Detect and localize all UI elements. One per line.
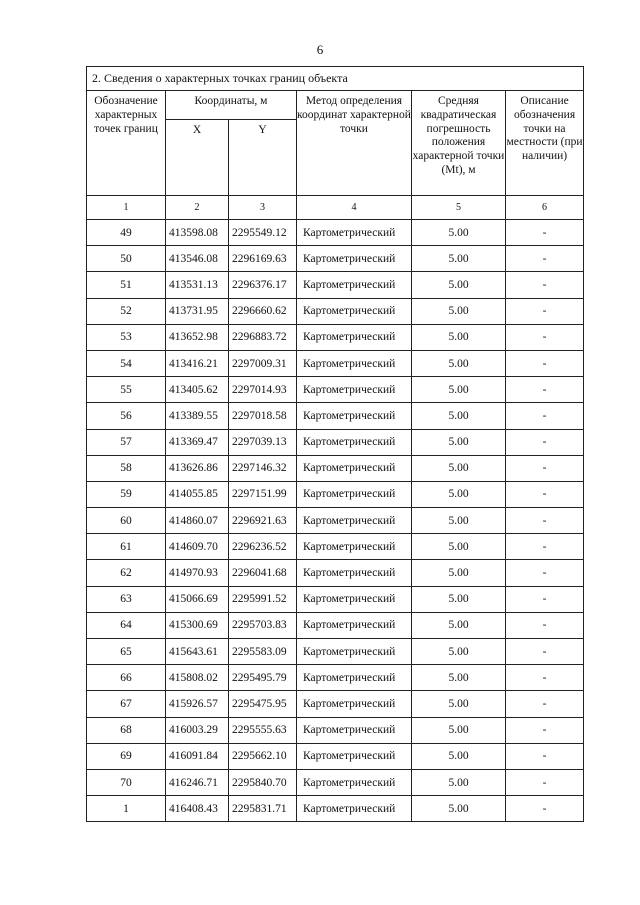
method-cell: Картометрический (297, 272, 412, 298)
y-coordinate-cell: 2295475.95 (229, 691, 297, 717)
point-number-cell: 51 (87, 272, 166, 298)
header-point-designation: Обозначение характерных точек границ (87, 91, 166, 196)
error-cell: 5.00 (412, 534, 506, 560)
error-cell: 5.00 (412, 665, 506, 691)
x-coordinate-cell: 413416.21 (166, 350, 229, 376)
column-number: 3 (229, 196, 297, 220)
table-body (87, 220, 584, 822)
point-number-cell: 62 (87, 560, 166, 586)
error-cell: 5.00 (412, 272, 506, 298)
column-number: 5 (412, 196, 506, 220)
table-row (87, 796, 584, 822)
x-coordinate-cell: 415066.69 (166, 586, 229, 612)
error-cell: 5.00 (412, 298, 506, 324)
point-number-cell: 53 (87, 324, 166, 350)
y-coordinate-cell: 2296169.63 (229, 246, 297, 272)
x-coordinate-cell: 413389.55 (166, 403, 229, 429)
point-number-cell: 1 (87, 796, 166, 822)
x-coordinate-cell: 415643.61 (166, 639, 229, 665)
table-row (87, 298, 584, 324)
y-coordinate-cell: 2295662.10 (229, 743, 297, 769)
column-number-row (87, 196, 584, 220)
method-cell: Картометрический (297, 455, 412, 481)
error-cell: 5.00 (412, 429, 506, 455)
error-cell: 5.00 (412, 717, 506, 743)
point-number-cell: 61 (87, 534, 166, 560)
method-cell: Картометрический (297, 508, 412, 534)
error-cell: 5.00 (412, 612, 506, 638)
point-number-cell: 54 (87, 350, 166, 376)
error-cell: 5.00 (412, 350, 506, 376)
header-coordinates: Координаты, м (166, 91, 297, 120)
table-row (87, 717, 584, 743)
method-cell: Картометрический (297, 298, 412, 324)
table-row (87, 665, 584, 691)
description-cell: - (506, 612, 584, 638)
x-coordinate-cell: 414609.70 (166, 534, 229, 560)
error-cell: 5.00 (412, 560, 506, 586)
table-row (87, 639, 584, 665)
method-cell: Картометрический (297, 377, 412, 403)
column-number: 1 (87, 196, 166, 220)
point-number-cell: 70 (87, 769, 166, 795)
error-cell: 5.00 (412, 796, 506, 822)
point-number-cell: 52 (87, 298, 166, 324)
method-cell: Картометрический (297, 246, 412, 272)
table-row (87, 246, 584, 272)
table-row (87, 612, 584, 638)
point-number-cell: 49 (87, 220, 166, 246)
x-coordinate-cell: 415808.02 (166, 665, 229, 691)
column-number: 4 (297, 196, 412, 220)
description-cell: - (506, 350, 584, 376)
point-number-cell: 67 (87, 691, 166, 717)
point-number-cell: 58 (87, 455, 166, 481)
table-row (87, 586, 584, 612)
error-cell: 5.00 (412, 324, 506, 350)
description-cell: - (506, 429, 584, 455)
method-cell: Картометрический (297, 324, 412, 350)
description-cell: - (506, 691, 584, 717)
description-cell: - (506, 220, 584, 246)
table-row (87, 691, 584, 717)
section-title: 2. Сведения о характерных точках границ объекта (87, 67, 584, 91)
method-cell: Картометрический (297, 481, 412, 507)
error-cell: 5.00 (412, 246, 506, 272)
x-coordinate-cell: 413626.86 (166, 455, 229, 481)
description-cell: - (506, 560, 584, 586)
x-coordinate-cell: 413731.95 (166, 298, 229, 324)
y-coordinate-cell: 2295703.83 (229, 612, 297, 638)
boundary-points-table (86, 66, 584, 822)
error-cell: 5.00 (412, 403, 506, 429)
y-coordinate-cell: 2295549.12 (229, 220, 297, 246)
error-cell: 5.00 (412, 639, 506, 665)
table-row (87, 560, 584, 586)
table-row (87, 429, 584, 455)
point-number-cell: 65 (87, 639, 166, 665)
y-coordinate-cell: 2295555.63 (229, 717, 297, 743)
point-number-cell: 57 (87, 429, 166, 455)
y-coordinate-cell: 2297018.58 (229, 403, 297, 429)
description-cell: - (506, 324, 584, 350)
description-cell: - (506, 769, 584, 795)
x-coordinate-cell: 416246.71 (166, 769, 229, 795)
description-cell: - (506, 586, 584, 612)
x-coordinate-cell: 416003.29 (166, 717, 229, 743)
method-cell: Картометрический (297, 350, 412, 376)
point-number-cell: 68 (87, 717, 166, 743)
error-cell: 5.00 (412, 481, 506, 507)
method-cell: Картометрический (297, 429, 412, 455)
point-number-cell: 63 (87, 586, 166, 612)
method-cell: Картометрический (297, 403, 412, 429)
error-cell: 5.00 (412, 455, 506, 481)
point-number-cell: 66 (87, 665, 166, 691)
header-y: Y (229, 120, 297, 196)
y-coordinate-cell: 2296041.68 (229, 560, 297, 586)
table-row (87, 350, 584, 376)
y-coordinate-cell: 2295583.09 (229, 639, 297, 665)
description-cell: - (506, 377, 584, 403)
point-number-cell: 56 (87, 403, 166, 429)
y-coordinate-cell: 2295840.70 (229, 769, 297, 795)
method-cell: Картометрический (297, 796, 412, 822)
header-row (87, 91, 584, 120)
table-row (87, 272, 584, 298)
y-coordinate-cell: 2295495.79 (229, 665, 297, 691)
table-row (87, 508, 584, 534)
point-number-cell: 59 (87, 481, 166, 507)
table-row (87, 481, 584, 507)
table-row (87, 403, 584, 429)
section-title-row (87, 67, 584, 91)
method-cell: Картометрический (297, 220, 412, 246)
method-cell: Картометрический (297, 769, 412, 795)
description-cell: - (506, 796, 584, 822)
x-coordinate-cell: 415926.57 (166, 691, 229, 717)
y-coordinate-cell: 2296883.72 (229, 324, 297, 350)
error-cell: 5.00 (412, 743, 506, 769)
x-coordinate-cell: 413546.08 (166, 246, 229, 272)
method-cell: Картометрический (297, 534, 412, 560)
header-error: Средняя квадратическая погрешность положения характерной точки (Mt), м (412, 91, 506, 196)
x-coordinate-cell: 413405.62 (166, 377, 229, 403)
header-method: Метод определения координат характерной точки (297, 91, 412, 196)
y-coordinate-cell: 2296660.62 (229, 298, 297, 324)
method-cell: Картометрический (297, 665, 412, 691)
method-cell: Картометрический (297, 639, 412, 665)
method-cell: Картометрический (297, 560, 412, 586)
table-row (87, 377, 584, 403)
description-cell: - (506, 508, 584, 534)
y-coordinate-cell: 2295991.52 (229, 586, 297, 612)
table-row (87, 743, 584, 769)
point-number-cell: 55 (87, 377, 166, 403)
y-coordinate-cell: 2297009.31 (229, 350, 297, 376)
y-coordinate-cell: 2297014.93 (229, 377, 297, 403)
error-cell: 5.00 (412, 220, 506, 246)
method-cell: Картометрический (297, 717, 412, 743)
description-cell: - (506, 272, 584, 298)
error-cell: 5.00 (412, 586, 506, 612)
x-coordinate-cell: 415300.69 (166, 612, 229, 638)
y-coordinate-cell: 2296376.17 (229, 272, 297, 298)
x-coordinate-cell: 413531.13 (166, 272, 229, 298)
description-cell: - (506, 534, 584, 560)
description-cell: - (506, 639, 584, 665)
description-cell: - (506, 665, 584, 691)
x-coordinate-cell: 413369.47 (166, 429, 229, 455)
header-x: X (166, 120, 229, 196)
description-cell: - (506, 403, 584, 429)
description-cell: - (506, 455, 584, 481)
y-coordinate-cell: 2297146.32 (229, 455, 297, 481)
error-cell: 5.00 (412, 769, 506, 795)
table-row (87, 324, 584, 350)
error-cell: 5.00 (412, 377, 506, 403)
table-row (87, 220, 584, 246)
column-number: 2 (166, 196, 229, 220)
y-coordinate-cell: 2297151.99 (229, 481, 297, 507)
y-coordinate-cell: 2296921.63 (229, 508, 297, 534)
header-description: Описание обозначения точки на местности (при наличии) (506, 91, 584, 196)
description-cell: - (506, 743, 584, 769)
x-coordinate-cell: 416408.43 (166, 796, 229, 822)
point-number-cell: 60 (87, 508, 166, 534)
method-cell: Картометрический (297, 586, 412, 612)
column-number: 6 (506, 196, 584, 220)
point-number-cell: 69 (87, 743, 166, 769)
description-cell: - (506, 481, 584, 507)
point-number-cell: 50 (87, 246, 166, 272)
page-number: 6 (316, 42, 324, 57)
x-coordinate-cell: 414860.07 (166, 508, 229, 534)
description-cell: - (506, 298, 584, 324)
error-cell: 5.00 (412, 508, 506, 534)
description-cell: - (506, 717, 584, 743)
x-coordinate-cell: 414055.85 (166, 481, 229, 507)
error-cell: 5.00 (412, 691, 506, 717)
table-row (87, 455, 584, 481)
y-coordinate-cell: 2296236.52 (229, 534, 297, 560)
x-coordinate-cell: 413652.98 (166, 324, 229, 350)
table-row (87, 769, 584, 795)
x-coordinate-cell: 414970.93 (166, 560, 229, 586)
method-cell: Картометрический (297, 691, 412, 717)
x-coordinate-cell: 416091.84 (166, 743, 229, 769)
table-row (87, 534, 584, 560)
method-cell: Картометрический (297, 743, 412, 769)
y-coordinate-cell: 2295831.71 (229, 796, 297, 822)
x-coordinate-cell: 413598.08 (166, 220, 229, 246)
description-cell: - (506, 246, 584, 272)
point-number-cell: 64 (87, 612, 166, 638)
method-cell: Картометрический (297, 612, 412, 638)
y-coordinate-cell: 2297039.13 (229, 429, 297, 455)
